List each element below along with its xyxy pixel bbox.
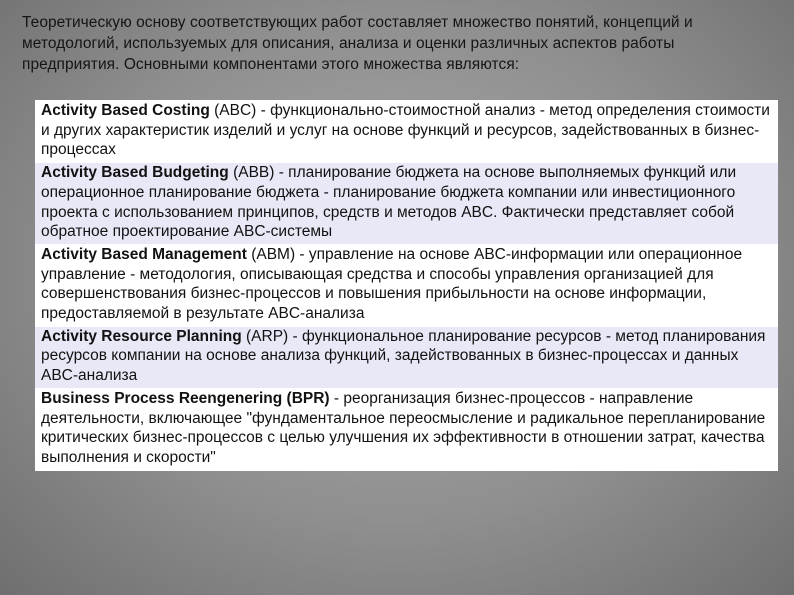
definition-row-bpr bbox=[35, 389, 778, 471]
term-abbreviation: (ABC) bbox=[214, 102, 257, 119]
term-description: - функционально-стоимостной анализ - метод определения стоимости и других характеристик изделий и услуг на основе функций и ресурсов, задействованных в бизнес-процессах bbox=[41, 102, 770, 159]
term-abbreviation: (ABB) bbox=[233, 164, 275, 182]
definition-row-arp bbox=[35, 327, 778, 389]
term-description: - функциональное планирование ресурсов - метод планирования ресурсов компании на основе анализа функций, задействованных в бизнес-процессах и данных ABC-анализа bbox=[41, 327, 766, 385]
intro-paragraph: Теоретическую основу соответствующих работ составляет множество понятий, концепций и методологий, используемых для описания, анализа и оценки различных аспектов работы предприятия. Основными компонентами этого множества являются: bbox=[22, 14, 693, 73]
term-abbreviation: (BPR) bbox=[286, 389, 330, 407]
term: Activity Based Management bbox=[41, 245, 247, 263]
term-abbreviation: (ABM) bbox=[251, 245, 296, 263]
term: Business Process Reengenering bbox=[41, 389, 283, 407]
term-abbreviation: (ARP) bbox=[246, 327, 289, 345]
definition-row-abm bbox=[35, 245, 778, 327]
term-description: - реорганизация бизнес-процессов - направление деятельности, включающее "фундаментальное переосмысление и радикальное перепланирование критических бизнес-процессов с целью улучшения их эффективности в отношении затрат, качества выполнения и скорости" bbox=[41, 389, 766, 466]
term: Activity Based Budgeting bbox=[41, 164, 229, 182]
definition-row-abb bbox=[35, 163, 778, 245]
definitions-table bbox=[35, 100, 778, 471]
term-description: - планирование бюджета на основе выполняемых функций или операционное планирование бюджета - планирование бюджета компании или инвестиционного проекта с использованием принципов, средств и методов ABC. Фактически представляет собой обратное проектирование ABC-системы bbox=[41, 164, 737, 241]
term: Activity Based Costing bbox=[41, 102, 210, 119]
term: Activity Resource Planning bbox=[41, 327, 242, 345]
term-description: - управление на основе ABC-информации или операционное управление - методология, описывающая средства и способы управления организацией для совершенствования бизнес-процессов и повышения прибыльности на основе информации, предоставляемой в результате ABC-анализа bbox=[41, 245, 743, 323]
definition-row-abc bbox=[35, 101, 778, 163]
